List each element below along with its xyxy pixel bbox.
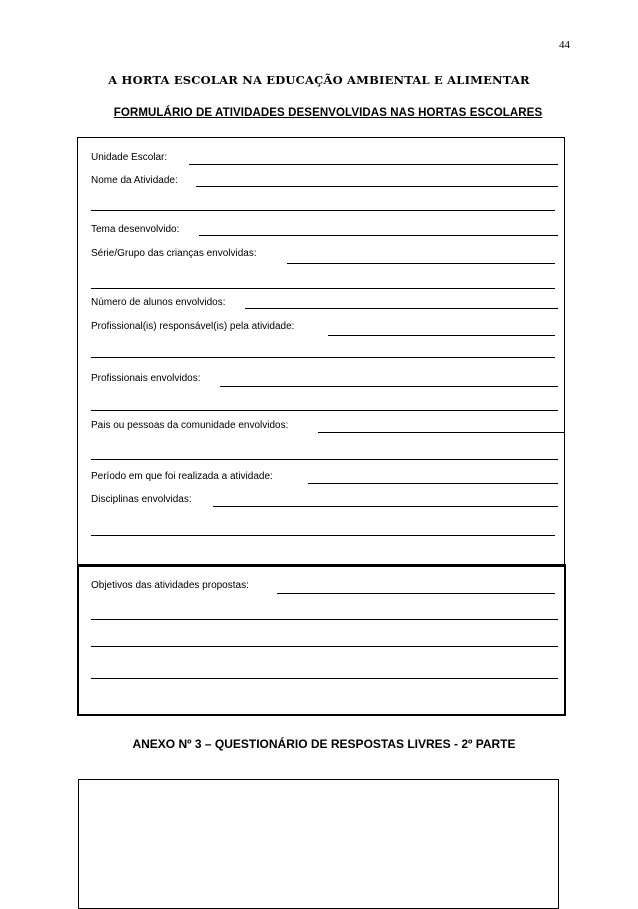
tema-field[interactable] [199, 235, 558, 236]
serie-grupo-field[interactable] [287, 263, 555, 264]
objetivos-line-2[interactable] [91, 646, 558, 647]
serie-grupo-label: Série/Grupo das crianças envolvidas: [91, 248, 257, 259]
unidade-escolar-field[interactable] [189, 164, 558, 165]
profissionais-envolvidos-label: Profissionais envolvidos: [91, 373, 201, 384]
profissional-responsavel-field[interactable] [328, 335, 555, 336]
tema-label: Tema desenvolvido: [91, 224, 180, 235]
page-number: 44 [559, 39, 570, 51]
nome-atividade-label: Nome da Atividade: [91, 175, 178, 186]
periodo-label: Período em que foi realizada a atividade: [91, 471, 273, 482]
objetivos-field[interactable] [277, 593, 555, 594]
disciplinas-label: Disciplinas envolvidas: [91, 494, 192, 505]
disciplinas-extra-line[interactable] [91, 535, 555, 536]
disciplinas-field[interactable] [213, 506, 558, 507]
pais-comunidade-extra-line[interactable] [91, 459, 558, 460]
free-response-box[interactable] [78, 779, 559, 909]
pais-comunidade-field[interactable] [318, 432, 564, 433]
form-title: FORMULÁRIO DE ATIVIDADES DESENVOLVIDAS NAS HORTAS ESCOLARES [113, 107, 543, 119]
annex-title: ANEXO Nº 3 – QUESTIONÁRIO DE RESPOSTAS LIVRES - 2º PARTE [132, 737, 516, 751]
profissionais-envolvidos-extra-line[interactable] [91, 410, 558, 411]
serie-grupo-extra-line[interactable] [91, 288, 555, 289]
unidade-escolar-label: Unidade Escolar: [91, 152, 168, 163]
profissional-responsavel-extra-line[interactable] [91, 357, 555, 358]
profissionais-envolvidos-field[interactable] [220, 386, 558, 387]
periodo-field[interactable] [308, 483, 558, 484]
numero-alunos-label: Número de alunos envolvidos: [91, 297, 226, 308]
profissional-responsavel-label: Profissional(is) responsável(is) pela atividade: [91, 321, 295, 332]
numero-alunos-field[interactable] [245, 308, 558, 309]
document-title: A HORTA ESCOLAR NA EDUCAÇÃO AMBIENTAL E ALIMENTAR [108, 73, 530, 87]
nome-atividade-field[interactable] [196, 186, 558, 187]
objetivos-line-3[interactable] [91, 678, 558, 679]
objetivos-line-1[interactable] [91, 619, 558, 620]
objetivos-label: Objetivos das atividades propostas: [91, 580, 249, 591]
nome-atividade-extra-line[interactable] [91, 210, 555, 211]
pais-comunidade-label: Pais ou pessoas da comunidade envolvidos: [91, 420, 289, 431]
